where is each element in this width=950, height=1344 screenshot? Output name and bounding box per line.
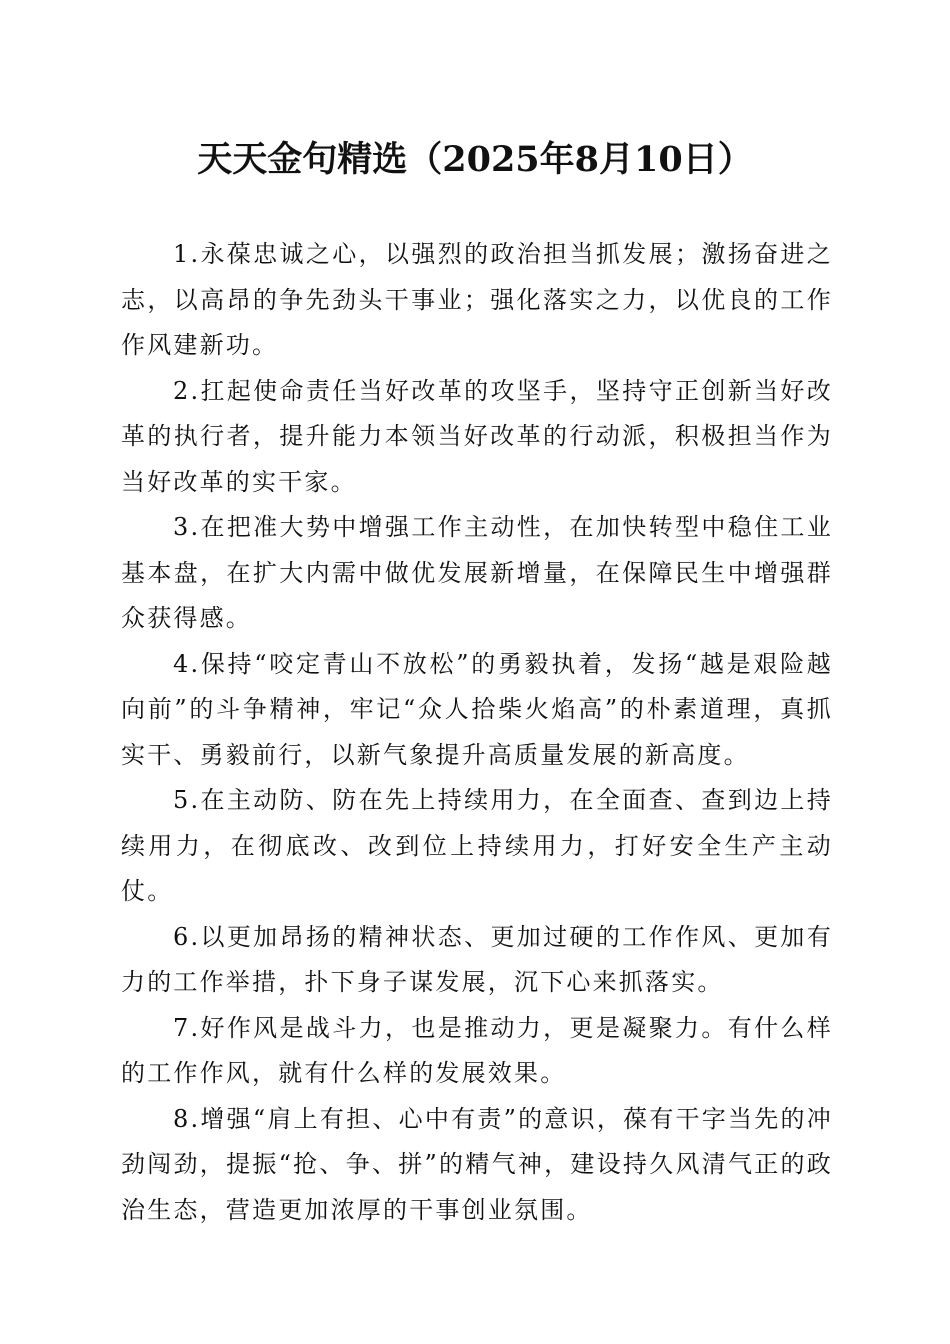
quote-paragraph-7: 7.好作风是战斗力，也是推动力，更是凝聚力。有什么样的工作作风，就有什么样的发展效果。 <box>121 1013 833 1087</box>
quote-paragraph-8: 8.增强“肩上有担、心中有责”的意识，葆有干字当先的冲劲闯劲，提振“抢、争、拼”的精气神，建设持久风清气正的政治生态，营造更加浓厚的干事创业氛围。 <box>121 1104 833 1224</box>
page-title: 天天金句精选（2025年8月10日） <box>197 139 753 180</box>
quote-paragraph-1: 1.永葆忠诚之心，以强烈的政治担当抓发展；激扬奋进之志，以高昂的争先劲头干事业；强化落实之力，以优良的工作作风建新功。 <box>121 240 833 359</box>
document-body <box>121 232 833 1233</box>
quote-paragraph-2: 2.扛起使命责任当好改革的攻坚手，坚持守正创新当好改革的执行者，提升能力本领当好改革的行动派，积极担当作为当好改革的实干家。 <box>121 376 833 496</box>
quote-paragraph-6: 6.以更加昂扬的精神状态、更加过硬的工作作风、更加有力的工作举措，扑下身子谋发展，沉下心来抓落实。 <box>121 922 833 996</box>
quote-paragraph-3: 3.在把准大势中增强工作主动性，在加快转型中稳住工业基本盘，在扩大内需中做优发展新增量，在保障民生中增强群众获得感。 <box>121 513 833 632</box>
quote-paragraph-4: 4.保持“咬定青山不放松”的勇毅执着，发扬“越是艰险越向前”的斗争精神，牢记“众人拾柴火焰高”的朴素道理，真抓实干、勇毅前行，以新气象提升高质量发展的新高度。 <box>121 649 833 769</box>
quote-paragraph-5: 5.在主动防、防在先上持续用力，在全面查、查到边上持续用力，在彻底改、改到位上持续用力，打好安全生产主动仗。 <box>121 786 833 905</box>
